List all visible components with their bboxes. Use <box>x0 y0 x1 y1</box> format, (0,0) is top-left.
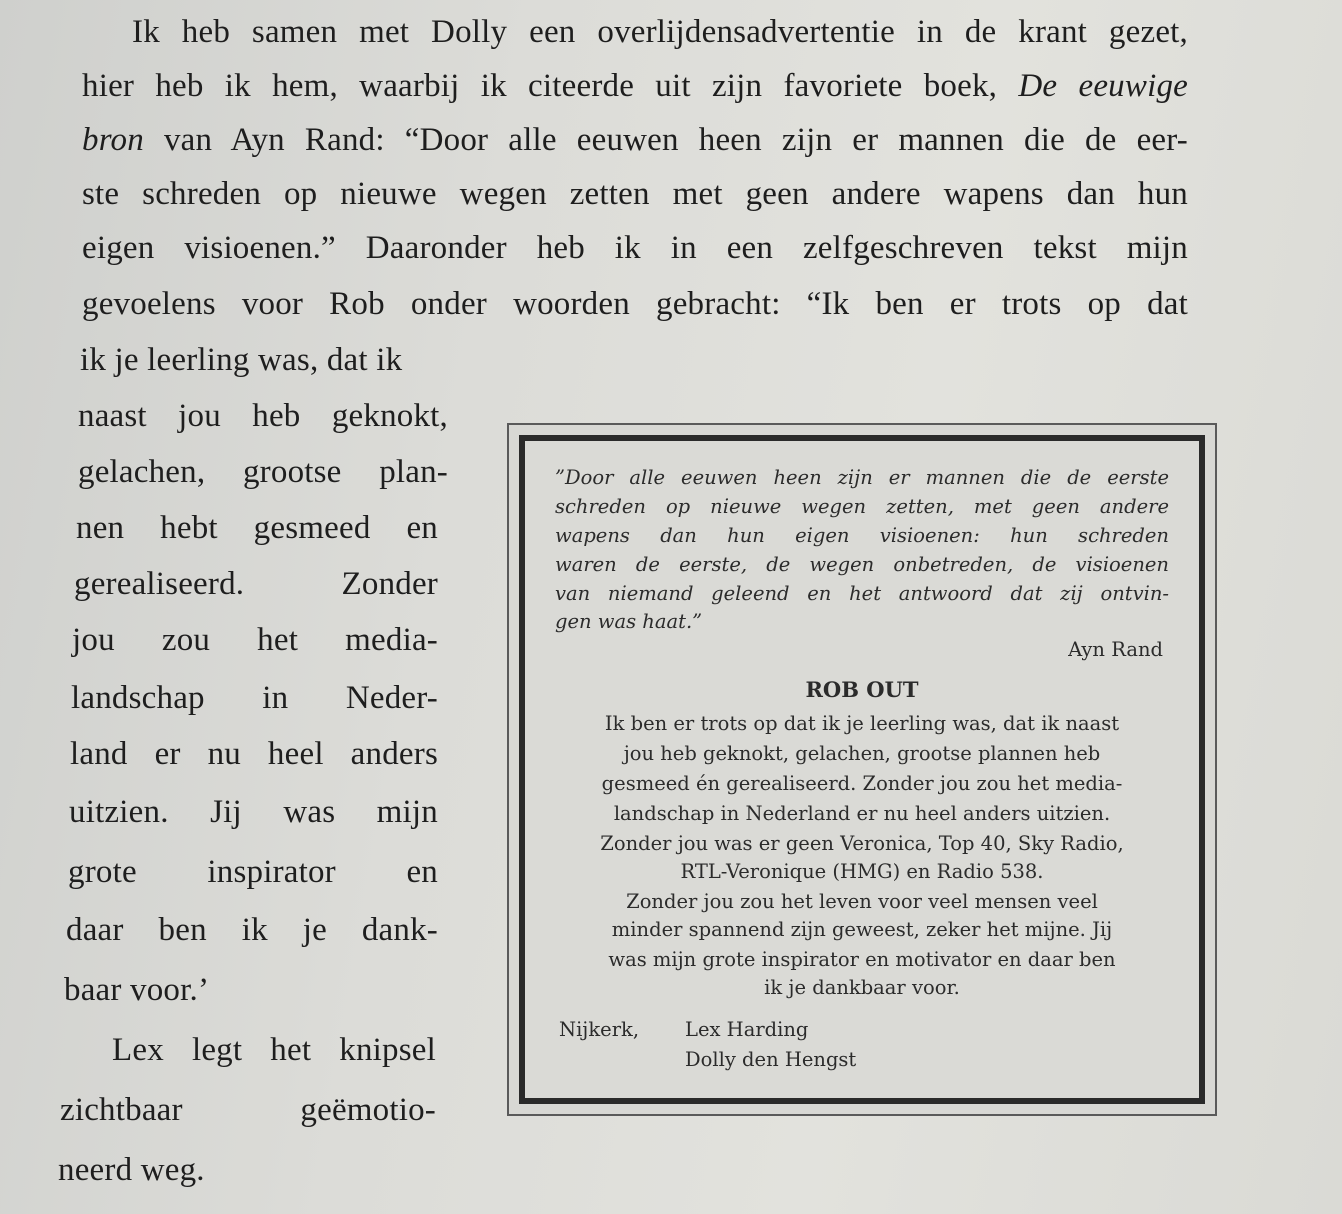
text-line: uitzien. Jij was mijn <box>69 794 438 830</box>
text-line: grote inspirator en <box>68 854 438 890</box>
text-line: neerd weg. <box>58 1152 205 1188</box>
text-span: van Ayn Rand: “Door alle eeuwen heen zijn er mannen die de eer- <box>163 122 1188 158</box>
message-line: RTL-Veronique (HMG) en Radio 538. <box>680 860 1044 883</box>
quote-line: schreden op nieuwe wegen zetten, met geen andere <box>555 495 1169 518</box>
quote-line: wapens dan hun eigen visioenen: hun schreden <box>555 524 1169 547</box>
text-line: landschap in Neder- <box>71 680 438 716</box>
deceased-name: ROB OUT <box>805 677 919 702</box>
text-line: ik je leerling was, dat ik <box>80 342 403 378</box>
text-line: gevoelens voor Rob onder woorden gebracht: “Ik ben er trots op dat <box>82 286 1188 322</box>
message-line: minder spannend zijn geweest, zeker het mijne. Jij <box>611 918 1113 941</box>
quote-line: van niemand geleend en het antwoord dat zij ontvin- <box>555 582 1169 605</box>
text-line: Lex legt het knipsel <box>112 1032 436 1068</box>
place-name: Nijkerk, <box>559 1018 640 1041</box>
signatory: Dolly den Hengst <box>685 1048 857 1071</box>
message-line: gesmeed én gerealiseerd. Zonder jou zou het media- <box>601 772 1123 795</box>
message-line: landschap in Nederland er nu heel anders uitzien. <box>613 802 1111 825</box>
text-line: zichtbaar geëmotio- <box>60 1092 436 1128</box>
message-line: Ik ben er trots op dat ik je leerling was, dat ik naast <box>604 712 1120 735</box>
text-line: eigen visioenen.” Daaronder heb ik in een zelfgeschreven tekst mijn <box>82 230 1188 266</box>
message-line: ik je dankbaar voor. <box>764 976 960 999</box>
text-line: jou zou het media- <box>72 622 438 658</box>
text-line: land er nu heel anders <box>70 736 438 772</box>
message-line: Zonder jou zou het leven voor veel mensen veel <box>626 890 1098 913</box>
text-span: hier heb ik hem, waarbij ik citeerde uit zijn favoriete boek, <box>82 68 998 104</box>
text-line <box>82 66 1188 106</box>
text-line: baar voor.’ <box>64 972 210 1008</box>
text-line <box>82 120 1188 160</box>
quote-line: waren de eerste, de wegen onbetreden, de visioenen <box>555 553 1169 576</box>
text-line: nen hebt gesmeed en <box>76 510 438 546</box>
message-line: jou heb geknokt, gelachen, grootse plannen heb <box>623 742 1101 765</box>
text-line: gelachen, grootse plan- <box>78 454 448 490</box>
signatory: Lex Harding <box>685 1018 809 1041</box>
clipping-frame <box>519 435 1205 1104</box>
text-line: gerealiseerd. Zonder <box>74 566 438 602</box>
book-title-part: De eeuwige <box>1018 68 1188 104</box>
message-line: was mijn grote inspirator en motivator en daar ben <box>608 948 1116 971</box>
text-line: daar ben ik je dank- <box>66 912 438 948</box>
book-title-part: bron <box>82 122 144 158</box>
quote-line: gen was haat.” <box>555 610 703 633</box>
quote-line: ”Door alle eeuwen heen zijn er mannen die de eerste <box>555 466 1169 489</box>
quote-author: Ayn Rand <box>1068 638 1163 661</box>
obituary-clipping <box>507 423 1217 1116</box>
text-line: naast jou heb geknokt, <box>78 398 448 434</box>
text-line: ste schreden op nieuwe wegen zetten met geen andere wapens dan hun <box>82 176 1188 212</box>
text-line: Ik heb samen met Dolly een overlijdensadvertentie in de krant gezet, <box>132 14 1188 50</box>
message-line: Zonder jou was er geen Veronica, Top 40, Sky Radio, <box>600 832 1124 855</box>
